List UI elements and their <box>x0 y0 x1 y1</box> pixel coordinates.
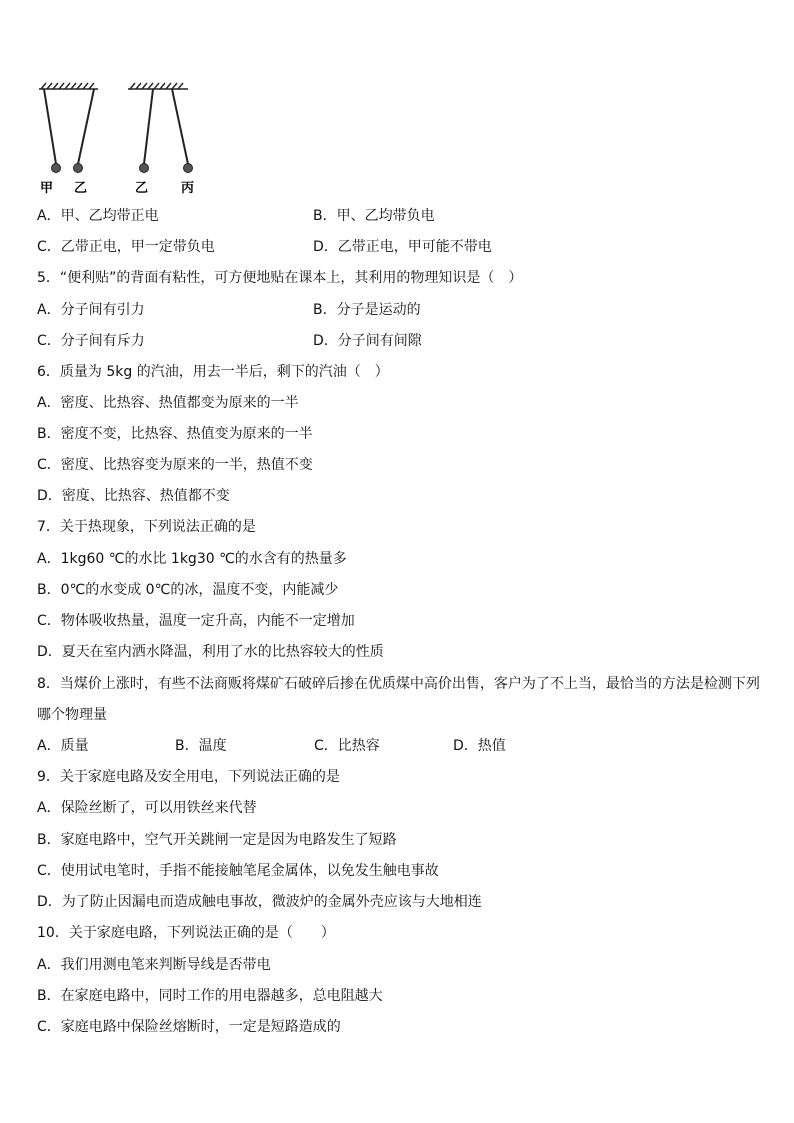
q5-stem: 5．“便利贴”的背面有粘性，可方便地贴在课本上，其利用的物理知识是（ ） <box>37 270 523 286</box>
q6-option-a: A．密度、比热容、热值都变为原来的一半 <box>37 395 299 411</box>
q7-option-b: B．0℃的水变成 0℃的冰，温度不变，内能减少 <box>37 582 339 598</box>
q4-option-d: D．乙带正电，甲可能不带电 <box>313 239 492 255</box>
q6-option-b: B．密度不变，比热容、热值变为原来的一半 <box>37 426 313 442</box>
pendulum-figure <box>36 82 206 197</box>
q4-option-b: B．甲、乙均带负电 <box>313 208 435 224</box>
q7-option-a: A．1kg60 ℃的水比 1kg30 ℃的水含有的热量多 <box>37 551 347 567</box>
left-ceiling <box>39 83 98 89</box>
q8-option-b: B．温度 <box>175 738 227 754</box>
q4-option-c: C．乙带正电，甲一定带负电 <box>37 239 215 255</box>
ball-jia <box>52 164 61 173</box>
q10-option-c: C．家庭电路中保险丝熔断时，一定是短路造成的 <box>37 1019 341 1035</box>
q6-option-d: D．密度、比热容、热值都不变 <box>37 488 230 504</box>
q10-stem: 10．关于家庭电路，下列说法正确的是（ ） <box>37 925 335 941</box>
q5-option-a: A．分子间有引力 <box>37 302 145 318</box>
q5-option-c: C．分子间有斥力 <box>37 333 145 349</box>
label-jia: 甲 <box>40 181 54 196</box>
q8-stem-line2: 哪个物理量 <box>37 707 107 723</box>
ball-bing <box>184 164 193 173</box>
label-yi-right: 乙 <box>135 181 149 196</box>
q9-stem: 9．关于家庭电路及安全用电，下列说法正确的是 <box>37 769 340 785</box>
string-jia <box>44 89 56 164</box>
q9-option-d: D．为了防止因漏电而造成触电事故，微波炉的金属外壳应该与大地相连 <box>37 894 482 910</box>
string-yi-left <box>78 89 94 164</box>
q9-option-b: B．家庭电路中，空气开关跳闸一定是因为电路发生了短路 <box>37 832 397 848</box>
q9-option-c: C．使用试电笔时，手指不能接触笔尾金属体，以免发生触电事故 <box>37 863 439 879</box>
q7-stem: 7．关于热现象，下列说法正确的是 <box>37 519 256 535</box>
q6-stem: 6．质量为 5kg 的汽油，用去一半后，剩下的汽油（ ） <box>37 364 389 380</box>
q7-option-d: D．夏天在室内洒水降温，利用了水的比热容较大的性质 <box>37 644 384 660</box>
ball-yi-left <box>74 164 83 173</box>
label-yi-left: 乙 <box>74 181 88 196</box>
q10-option-a: A．我们用测电笔来判断导线是否带电 <box>37 957 271 973</box>
q5-option-d: D．分子间有间隙 <box>313 333 422 349</box>
q9-option-a: A．保险丝断了，可以用铁丝来代替 <box>37 800 257 816</box>
q6-option-c: C．密度、比热容变为原来的一半，热值不变 <box>37 457 313 473</box>
q4-option-a: A．甲、乙均带正电 <box>37 208 159 224</box>
string-yi-right <box>144 89 153 164</box>
ball-yi-right <box>140 164 149 173</box>
q8-option-d: D．热值 <box>453 738 506 754</box>
q8-stem-line1: 8．当煤价上涨时，有些不法商贩将煤矿石破碎后掺在优质煤中高价出售，客户为了不上当，最恰当的方法是检测下列 <box>37 676 760 692</box>
label-bing: 丙 <box>181 181 195 196</box>
q5-option-b: B．分子是运动的 <box>313 302 421 318</box>
q7-option-c: C．物体吸收热量，温度一定升高，内能不一定增加 <box>37 613 355 629</box>
q10-option-b: B．在家庭电路中，同时工作的用电器越多，总电阻越大 <box>37 988 383 1004</box>
q8-option-c: C．比热容 <box>314 738 380 754</box>
q8-option-a: A．质量 <box>37 738 89 754</box>
right-ceiling <box>128 83 188 89</box>
string-bing <box>172 89 188 164</box>
